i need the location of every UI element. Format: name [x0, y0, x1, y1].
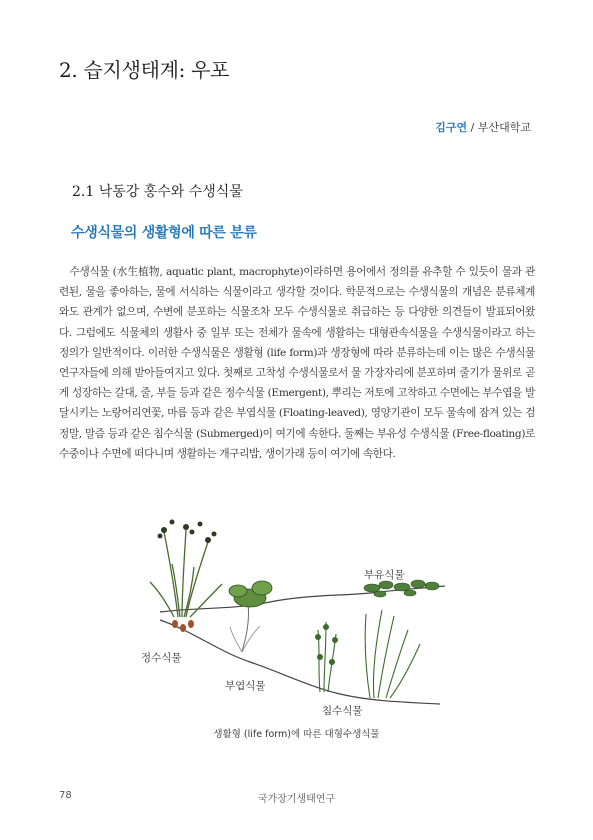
emergent-plant-drawing [150, 530, 222, 617]
section-title: 2.1 낙동강 홍수와 수생식물 [72, 184, 243, 200]
emergent-seedheads [158, 520, 217, 544]
author-affiliation: 부산대학교 [477, 121, 531, 134]
figure-caption: 생활형 (life form)에 따른 대형수생식물 [213, 729, 380, 740]
footer-publication: 국가장기생태연구 [257, 794, 336, 805]
label-floating-leaved: 부엽식물 [225, 680, 266, 692]
subsection-title: 수생식물의 생활형에 따른 분류 [71, 225, 257, 241]
body-text [59, 262, 535, 464]
author-line [435, 119, 531, 135]
submerged-plant-drawing [318, 610, 420, 698]
free-floating-plant-drawing [364, 580, 439, 597]
author-separator: / [467, 121, 478, 134]
figure [120, 512, 450, 716]
aquatic-plants-illustration [120, 512, 450, 712]
emergent-roots [172, 620, 194, 632]
page-number: 78 [59, 790, 72, 801]
label-free-floating: 부유식물 [364, 569, 405, 581]
author-name: 김구연 [435, 121, 468, 134]
chapter-title: 2. 습지생태계: 우포 [59, 58, 230, 82]
lake-bottom-line [160, 620, 440, 704]
label-submerged: 침수식물 [322, 705, 363, 717]
floating-leaved-plant-drawing [229, 581, 272, 652]
label-emergent: 정수식물 [141, 652, 182, 664]
body-paragraph: 수생식물 (水生植物, aquatic plant, macrophyte)이라하면 용어에서 정의를 유추할 수 있듯이 물과 관련된, 물을 좋아하는, 물에 서식하는 식물이라고 생각할 것이다. 학문적으로는 수생식물의 개념은 분류체계와도 관계가 없으며, 수변에 분포하는 식물조차 모두 수생식물로 취급하는 등 다양한 의견들이 발표되어왔다. 그럼에도 식물체의 생활사 중 일부 또는 전체가 물속에 생활하는 대형관속식물을 수생식물이라고 하는 정의가 일반적이다. 이러한 수생식물은 생활형 (life form)과 생장형에 따라 분류하는데 이는 많은 수생식물 연구자들에 의해 받아들여지고 있다. 첫째로 고착성 수생식물로서 물 가장자리에 분포하며 줄기가 물위로 곧게 성장하는 갈대, 줄, 부들 등과 같은 정수식물 (Emergent), 뿌리는 저토에 고착하고 수면에는 부수엽을 발달시키는 노랑어리연꽃, 마름 등과 같은 부엽식물 (Floating-leaved), 영양기관이 모두 물속에 잠겨 있는 검정말, 말즘 등과 같은 침수식물 (Submerged)이 여기에 속한다. 둘째는 부유성 수생식물 (Free-floating)로 수중이나 수면에 떠다니며 생활하는 개구리밥, 생이가래 등이 여기에 속한다. [59, 266, 535, 460]
